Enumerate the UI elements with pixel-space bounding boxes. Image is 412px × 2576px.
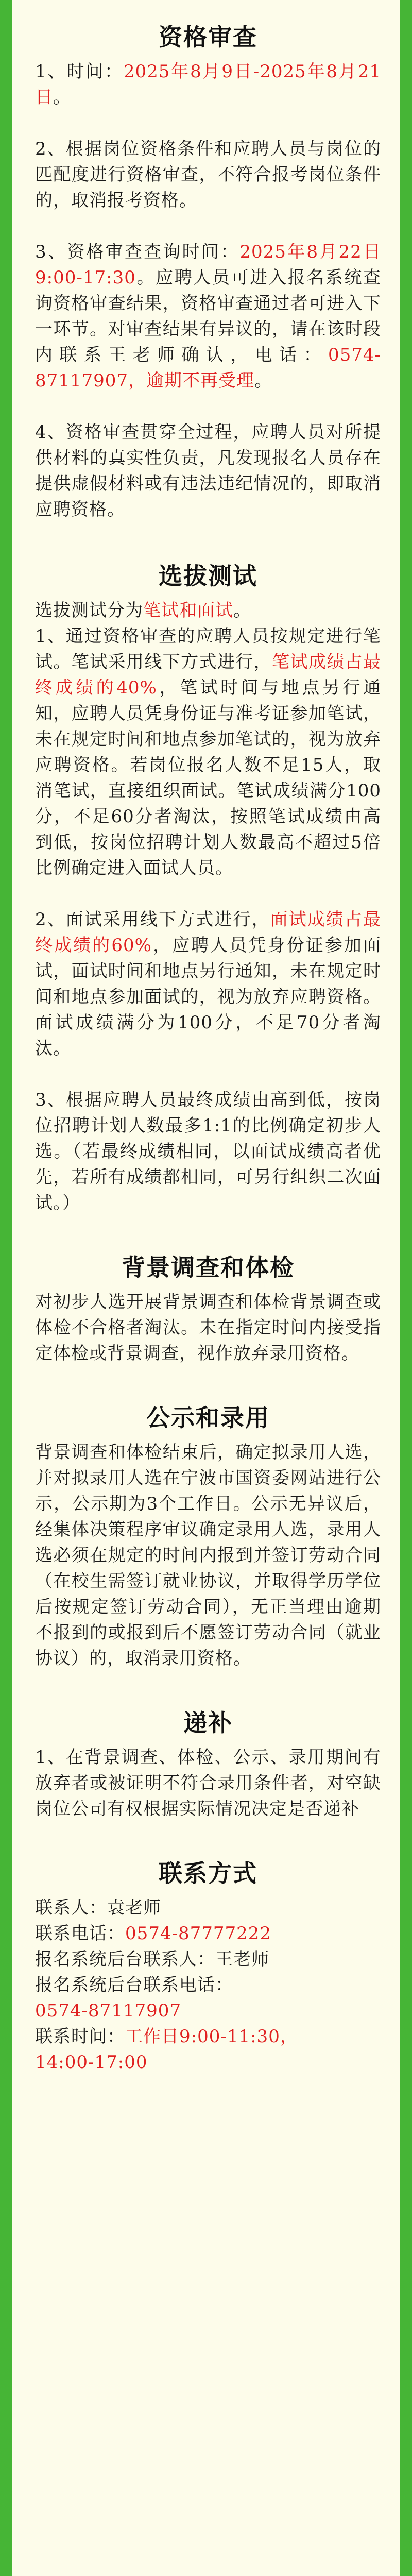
contact-phone-number: 0574-87777222 — [125, 1923, 272, 1944]
test-type-highlight: 笔试和面试 — [143, 600, 233, 621]
text: 。应聘人员可进入报名系统查询资格审查结果，资格审查通过者可进入下一环节。对审查结果有异议的，请在该时段内联系王老师确认，电话： — [35, 267, 381, 365]
system-phone-number: 0574-87117907 — [35, 2001, 182, 2021]
text: 选拔测试分为 — [35, 600, 143, 621]
text: 3、资格审查查询时间： — [35, 242, 240, 262]
section-title: 背景调查和体检 — [122, 1253, 295, 1281]
section-title: 递补 — [183, 1709, 233, 1737]
text: 1、时间： — [35, 61, 124, 82]
text: 2、面试采用线下方式进行， — [35, 909, 270, 930]
section-qualification-review — [35, 0, 381, 522]
text: 。 — [254, 370, 273, 391]
text: ，笔试时间与地点另行通知，应聘人员凭身份证与准考证参加笔试，未在规定时间和地点参加笔试的，视为放弃应聘资格。若岗位报名人数不足15人，取消笔试，直接组织面试。笔试成绩满分100分，不足60分者淘汰，按照笔试成绩由高到低，按岗位招聘计划人数最高不超过5倍比例确定进入面试人员。 — [35, 677, 382, 878]
written-weight-highlight: 笔试成绩占最终成绩的40% — [35, 652, 382, 698]
system-contact-person: 报名系统后台联系人：王老师 — [35, 1949, 269, 1970]
section-title: 选拔测试 — [159, 562, 258, 590]
section-title: 公示和录用 — [146, 1404, 270, 1432]
interview-paragraph — [35, 907, 381, 1061]
review-date-highlight: 2025年8月9日-2025年8月21日 — [35, 61, 381, 108]
text: 。 — [53, 87, 71, 108]
supplement-paragraph: 1、在背景调查、体检、公示、录用期间有放弃者或被证明不符合录用条件者，对空缺岗位公司有权根据实际情况决定是否递补 — [35, 1747, 381, 1819]
system-contact-phone — [35, 1998, 381, 2024]
phone-highlight: 0574-87117907，逾期不再受理 — [35, 345, 381, 391]
text: ，应聘人员凭身份证参加面试，面试时间和地点另行通知，未在规定时间和地点参加面试的，视为放弃应聘资格。面试成绩满分为100分，不足70分者淘汰。 — [35, 935, 382, 1059]
written-test-paragraph — [35, 623, 381, 881]
selection-intro — [35, 598, 381, 623]
review-time-paragraph — [35, 59, 381, 110]
contact-person: 联系人：袁老师 — [35, 1897, 161, 1918]
review-query-paragraph — [35, 239, 381, 394]
section-background-check — [35, 1246, 381, 1366]
text: 联系时间： — [35, 2026, 125, 2047]
contact-hours-afternoon: 14:00-17:00 — [35, 2052, 148, 2073]
contact-hours — [35, 2024, 381, 2049]
query-time-highlight: 2025年8月22日9:00-17:30 — [35, 242, 381, 288]
final-ranking-paragraph: 3、根据应聘人员最终成绩由高到低，按岗位招聘计划人数最多1:1的比例确定初步人选。（若最终成绩相同，以面试成绩高者优先，若所有成绩都相同，可另行组织二次面试。） — [35, 1090, 381, 1213]
contact-hours-morning: 工作日9:00-11:30， — [125, 2026, 298, 2047]
review-process-paragraph: 4、资格审查贯穿全过程，应聘人员对所提供材料的真实性负责，凡发现报名人员存在提供虚假材料或有违法违纪情况的，即取消应聘资格。 — [35, 422, 381, 520]
section-title: 联系方式 — [159, 1859, 258, 1887]
section-title: 资格审查 — [159, 23, 258, 51]
system-contact-phone-label: 报名系统后台联系电话： — [35, 1975, 233, 1995]
review-criteria-paragraph: 2、根据岗位资格条件和应聘人员与岗位的匹配度进行资格审查，不符合报考岗位条件的，取消报考资格。 — [35, 139, 381, 211]
background-paragraph: 对初步人选开展背景调查和体检背景调查或体检不合格者淘汰。未在指定时间内接受指定体检或背景调查，视作放弃录用资格。 — [35, 1292, 381, 1364]
text: 联系电话： — [35, 1923, 125, 1944]
section-publicity-hiring — [35, 1396, 381, 1671]
interview-weight-highlight: 面试成绩占最终成绩的60% — [35, 909, 382, 956]
section-contact — [35, 1852, 381, 2075]
publicity-paragraph: 背景调查和体检结束后，确定拟录用人选，并对拟录用人选在宁波市国资委网站进行公示，公示期为3个工作日。公示无异议后，经集体决策程序审议确定录用人选，录用人选必须在规定的时间内报到并签订劳动合同（在校生需签订就业协议，并取得学历学位后按规定签订劳动合同），无正当理由逾期不报到的或报到后不愿签订劳动合同（就业协议）的，取消录用资格。 — [35, 1442, 381, 1669]
contact-phone — [35, 1921, 381, 1946]
contact-hours-afternoon-line — [35, 2049, 381, 2075]
content-paper — [12, 0, 400, 2576]
text: 1、通过资格审查的应聘人员按规定进行笔试。笔试采用线下方式进行， — [35, 626, 381, 672]
text: 。 — [233, 600, 251, 621]
section-supplement — [35, 1701, 381, 1822]
section-selection-test — [35, 554, 381, 1216]
